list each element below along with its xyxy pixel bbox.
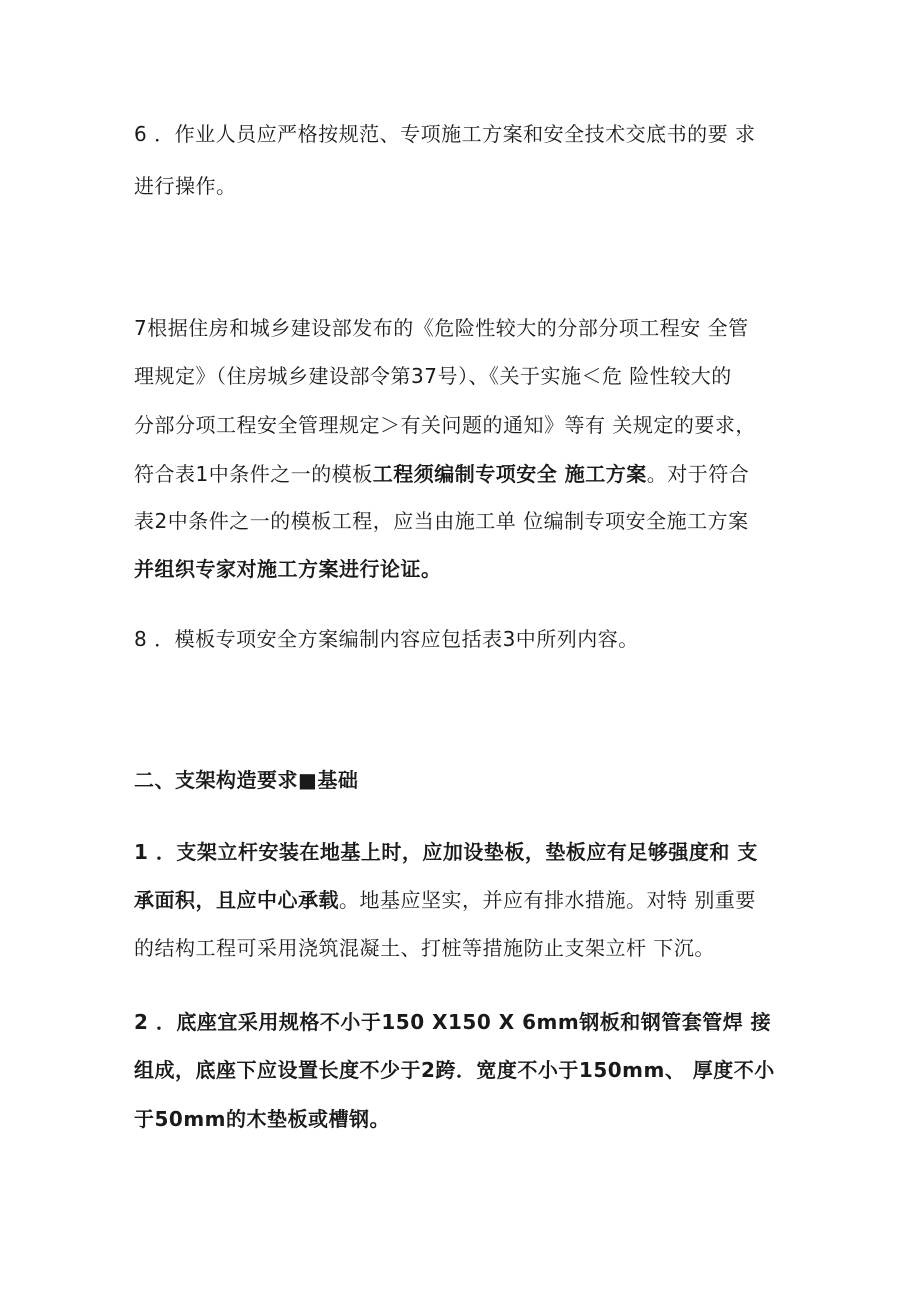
item-7-line-1: 7根据住房和城乡建设部发布的《危险性较大的分部分项工程安 全管 xyxy=(134,316,749,340)
section-2-heading: 二、支架构造要求■基础 xyxy=(134,768,359,792)
item-8-line-1: 8 ．模板专项安全方案编制内容应包括表3中所列内容。 xyxy=(134,627,639,651)
s2-item-1-line-2-normal: 。地基应坚实，并应有排水措施。对特 别重要 xyxy=(339,888,756,912)
item-6-line-2: 进行操作。 xyxy=(134,174,237,198)
item-7-line-3: 分部分项工程安全管理规定＞有关问题的通知》等有 关规定的要求， xyxy=(134,413,756,437)
item-6-line-1: 6 ．作业人员应严格按规范、专项施工方案和安全技术交底书的要 求 xyxy=(134,122,756,146)
item-7-line-5: 表2中条件之一的模板工程，应当由施工单 位编制专项安全施工方案 xyxy=(134,509,749,533)
s2-item-2-line-3: 于50mm的木垫板或槽钢。 xyxy=(134,1107,391,1131)
s2-item-1-line-2-bold: 承面积，且应中心承载 xyxy=(134,888,339,912)
item-7-line-4 xyxy=(134,461,749,487)
item-7-line-6: 并组织专家对施工方案进行论证。 xyxy=(134,557,442,581)
item-7-line-2: 理规定》（住房城乡建设部令第37号）、《关于实施＜危 险性较大的 xyxy=(134,364,732,388)
s2-item-1-line-3: 的结构工程可采用浇筑混凝土、打桩等措施防止支架立杆 下沉。 xyxy=(134,936,715,960)
s2-item-1-line-1: 1 ．支架立杆安装在地基上时，应加设垫板，垫板应有足够强度和 支 xyxy=(134,840,758,864)
s2-item-2-line-1: 2 ．底座宜采用规格不小于150 X150 X 6mm钢板和钢管套管焊 接 xyxy=(134,1010,772,1034)
item-7-line-4-normal: 符合表1中条件之一的模板 xyxy=(134,462,373,486)
item-7-line-4-bold: 工程须编制专项安全 施工方案 xyxy=(372,462,647,486)
s2-item-2-line-2: 组成，底座下应设置长度不少于2跨．宽度不小于150mm、 厚度不小 xyxy=(134,1058,775,1082)
s2-item-1-line-2 xyxy=(134,887,756,913)
item-7-line-4-tail: 。对于符合 xyxy=(646,462,750,486)
